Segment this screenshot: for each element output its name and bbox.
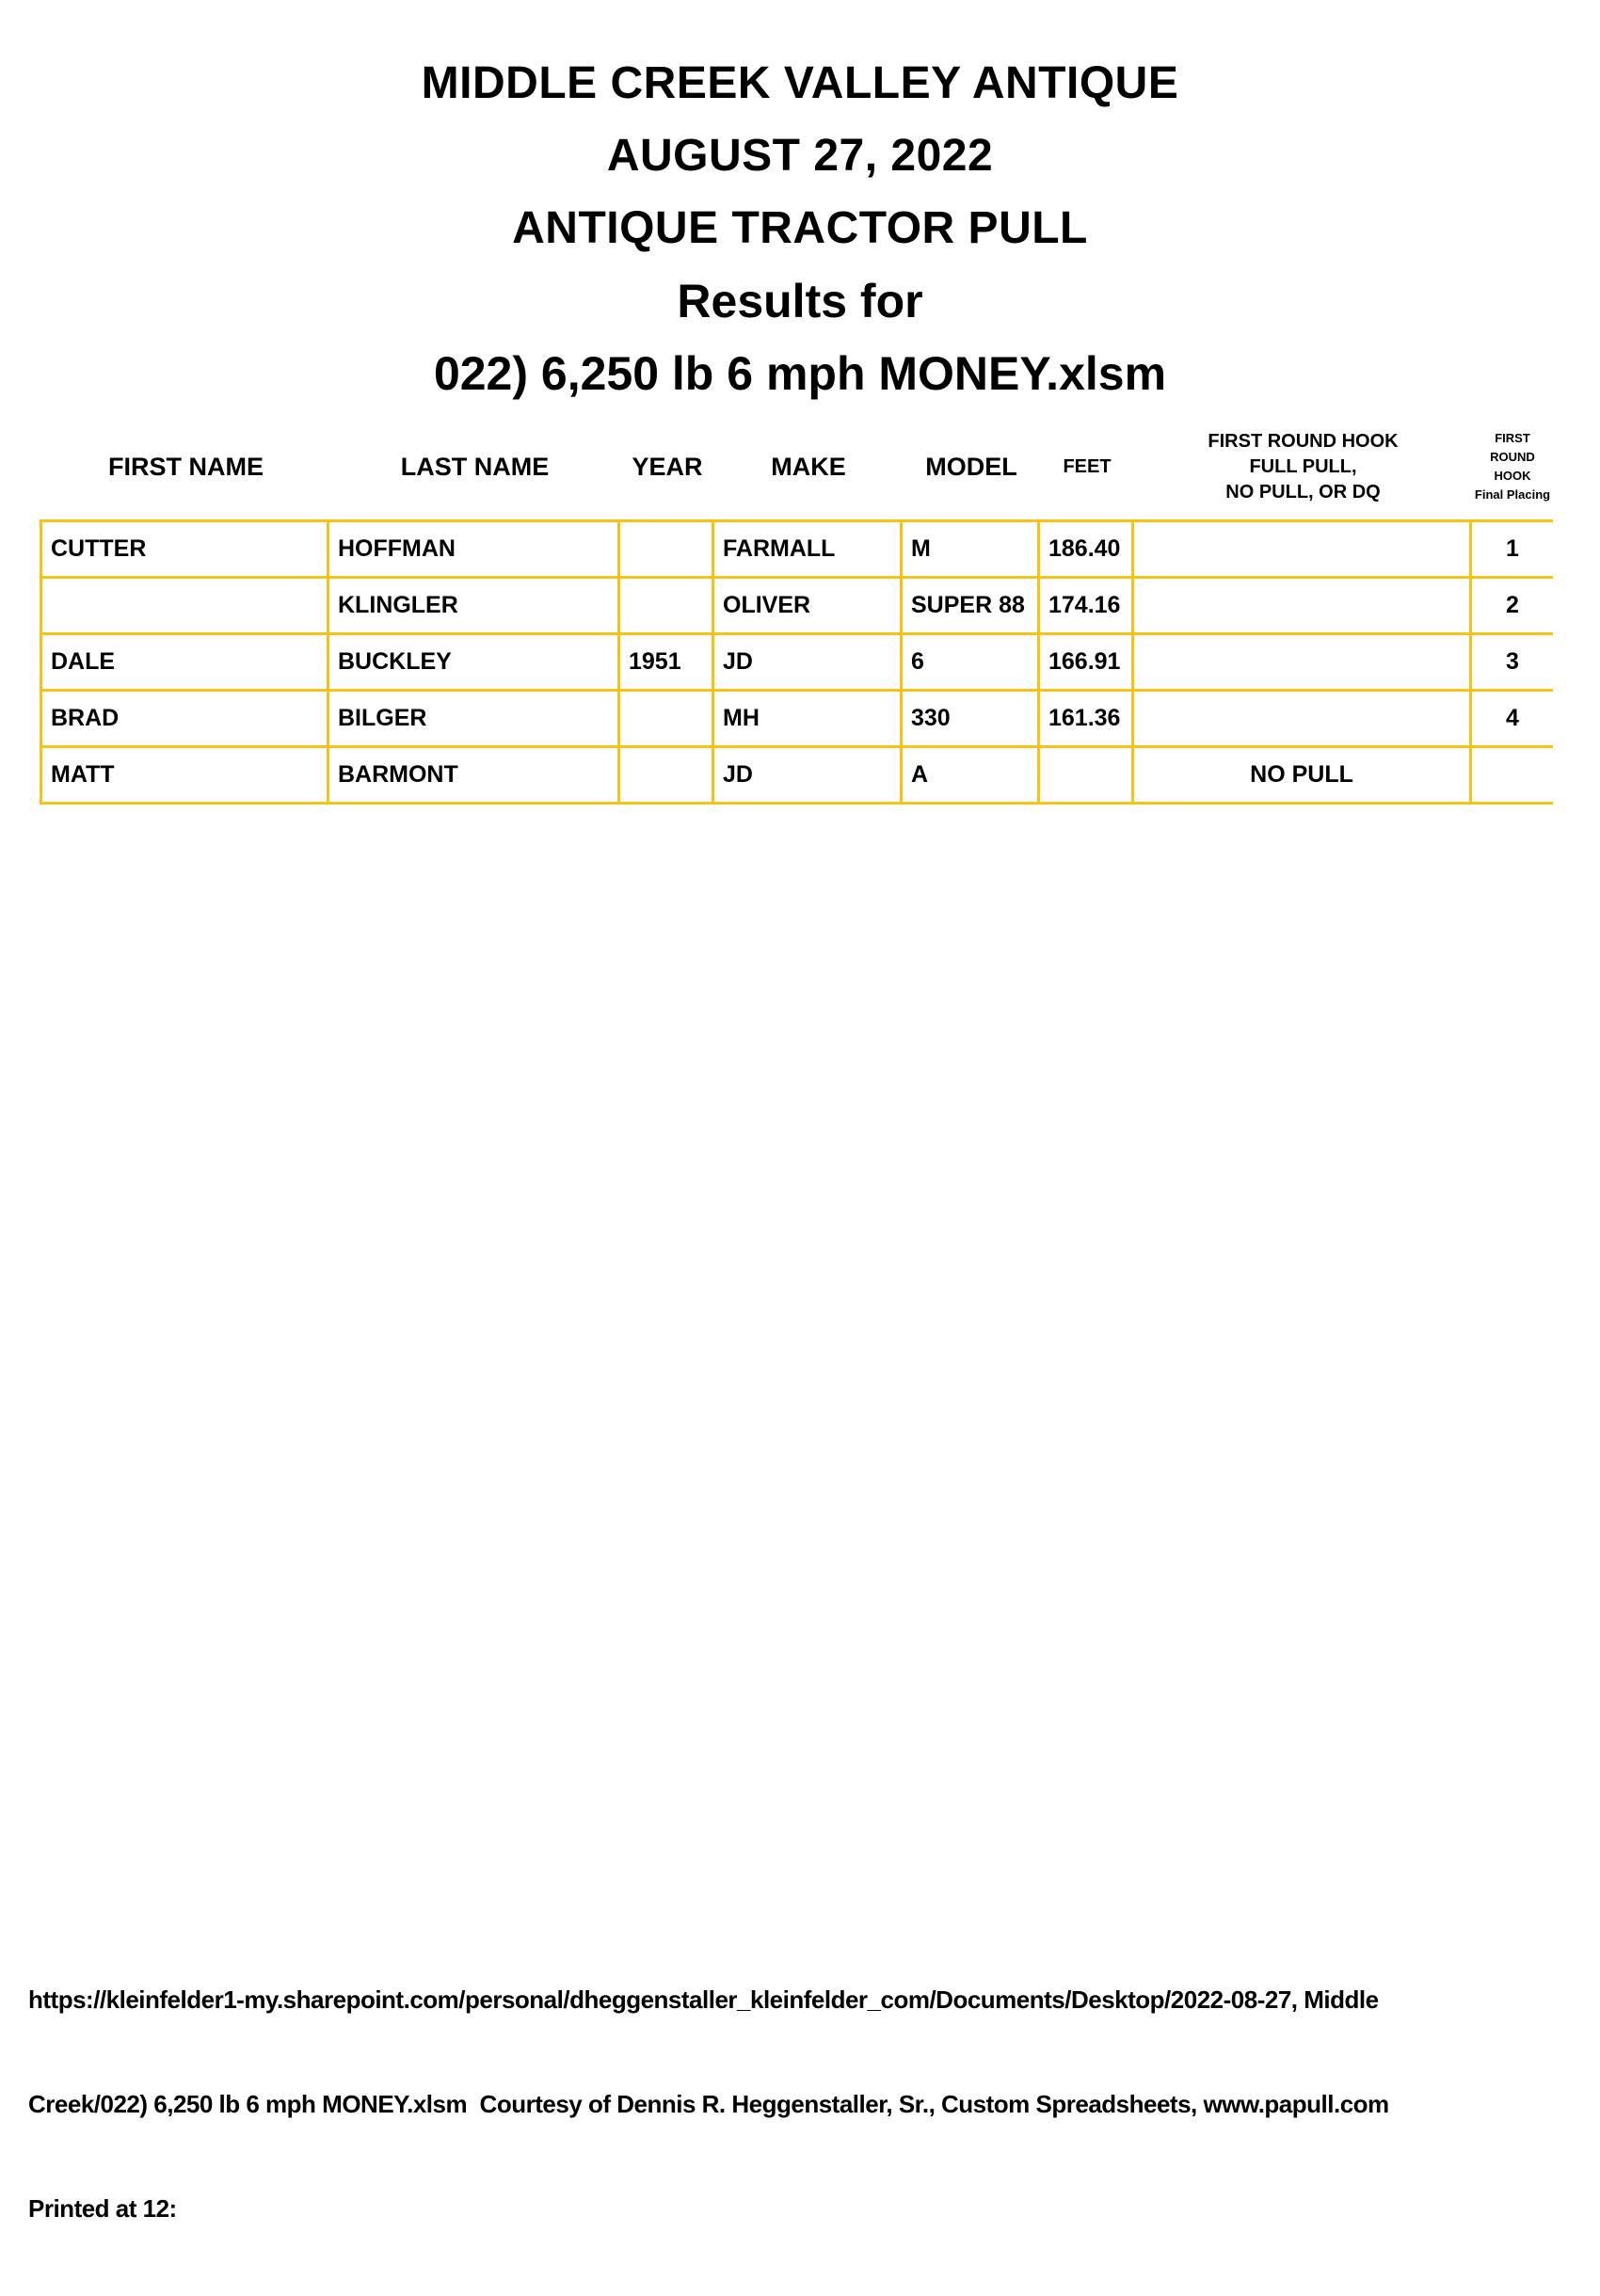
cell-hook-result xyxy=(1134,635,1472,689)
cell-last-name: BARMONT xyxy=(329,748,620,802)
col-header-first-name: FIRST NAME xyxy=(108,452,264,481)
cell-first-name: DALE xyxy=(42,635,329,689)
hook-header-line: FIRST ROUND HOOK xyxy=(1208,430,1399,452)
cell-hook-result xyxy=(1134,579,1472,632)
cell-feet: 186.40 xyxy=(1040,522,1134,576)
cell-placing: 4 xyxy=(1506,705,1519,731)
event-date: AUGUST 27, 2022 xyxy=(606,131,994,181)
cell-make: OLIVER xyxy=(714,579,903,632)
cell-first-name xyxy=(42,579,329,632)
cell-make: FARMALL xyxy=(714,522,903,576)
cell-hook-result xyxy=(1134,522,1472,576)
cell-year xyxy=(620,579,714,632)
cell-last-name: HOFFMAN xyxy=(329,522,620,576)
table-row xyxy=(40,579,1553,635)
placing-header-line: HOOK xyxy=(1494,469,1531,483)
footer-source-path-line1: https://kleinfelder1-my.sharepoint.com/personal/dheggenstaller_kleinfelder_com/Documents/Desktop/2022-08-27, Middle xyxy=(28,1985,1379,2014)
cell-model: SUPER 88 xyxy=(903,579,1040,632)
table-row xyxy=(40,635,1553,692)
event-type: ANTIQUE TRACTOR PULL xyxy=(512,203,1088,253)
cell-hook-result: NO PULL xyxy=(1134,748,1472,802)
cell-feet: 166.91 xyxy=(1040,635,1134,689)
results-label: Results for xyxy=(677,274,923,327)
table-row xyxy=(40,748,1553,805)
col-header-final-placing xyxy=(1472,429,1553,504)
col-header-feet: FEET xyxy=(1063,455,1112,477)
hook-header-line: NO PULL, OR DQ xyxy=(1225,481,1381,502)
cell-feet xyxy=(1040,748,1134,802)
cell-year xyxy=(620,522,714,576)
cell-feet: 174.16 xyxy=(1040,579,1134,632)
cell-last-name: BUCKLEY xyxy=(329,635,620,689)
cell-make: MH xyxy=(714,692,903,745)
cell-model: M xyxy=(903,522,1040,576)
hook-header-line: FULL PULL, xyxy=(1249,455,1357,477)
col-header-make: MAKE xyxy=(771,452,846,481)
cell-placing: 2 xyxy=(1506,592,1519,618)
placing-header-line: FIRST ROUND xyxy=(1490,431,1535,464)
cell-first-name: MATT xyxy=(42,748,329,802)
cell-first-name: CUTTER xyxy=(42,522,329,576)
table-row xyxy=(40,522,1553,579)
cell-last-name: KLINGLER xyxy=(329,579,620,632)
col-header-first-round-hook xyxy=(1134,429,1472,505)
cell-model: 330 xyxy=(903,692,1040,745)
class-filename: 022) 6,250 lb 6 mph MONEY.xlsm xyxy=(433,346,1167,400)
placing-header-line: Final Placing xyxy=(1474,487,1551,502)
cell-feet: 161.36 xyxy=(1040,692,1134,745)
cell-last-name: BILGER xyxy=(329,692,620,745)
cell-year xyxy=(620,692,714,745)
cell-model: A xyxy=(903,748,1040,802)
cell-placing: 3 xyxy=(1506,648,1519,675)
col-header-last-name: LAST NAME xyxy=(400,452,550,481)
col-header-year: YEAR xyxy=(632,452,703,481)
cell-model: 6 xyxy=(903,635,1040,689)
title-block xyxy=(0,47,1600,409)
footer-printed-at: Printed at 12: xyxy=(28,2194,177,2223)
footer-source-path-line2: Creek/022) 6,250 lb 6 mph MONEY.xlsm Courtesy of Dennis R. Heggenstaller, Sr., Custom Spreadsheets, www.papull.com xyxy=(28,2090,1389,2118)
cell-first-name: BRAD xyxy=(42,692,329,745)
cell-year: 1951 xyxy=(620,635,714,689)
table-header-row xyxy=(40,414,1553,519)
col-header-model: MODEL xyxy=(925,452,1017,481)
cell-make: JD xyxy=(714,748,903,802)
cell-hook-result xyxy=(1134,692,1472,745)
table-row xyxy=(40,692,1553,748)
cell-make: JD xyxy=(714,635,903,689)
cell-placing xyxy=(1472,748,1553,802)
cell-year xyxy=(620,748,714,802)
footer xyxy=(28,1913,1389,2296)
cell-placing: 1 xyxy=(1506,535,1519,562)
event-title: MIDDLE CREEK VALLEY ANTIQUE xyxy=(421,58,1179,108)
results-table xyxy=(40,519,1553,805)
